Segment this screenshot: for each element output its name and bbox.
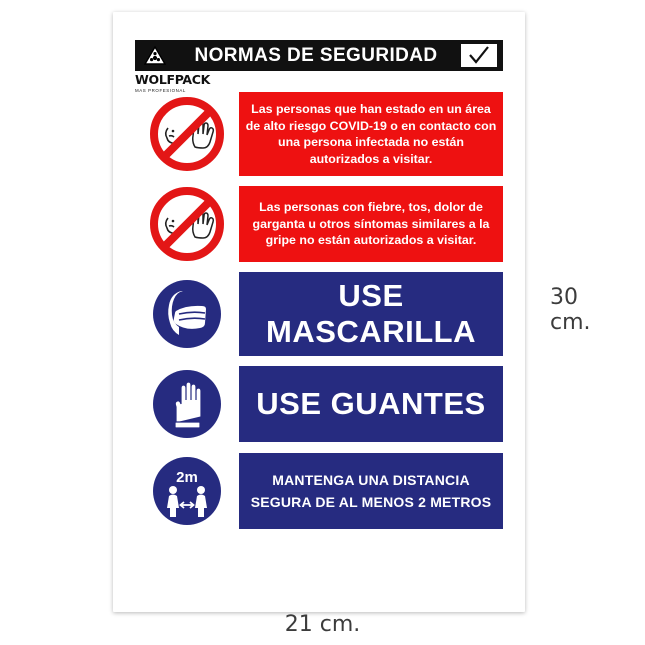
sign-content [135,40,503,585]
sign-header [135,40,503,71]
rule-text: Las personas con fiebre, tos, dolor de garganta u otros síntomas similares a la gripe no están autorizados a visitar. [252,200,490,248]
rule-panel [239,186,503,262]
svg-text:2m: 2m [176,469,198,486]
height-dimension-label [550,285,620,335]
rule-panel [239,453,503,529]
brand-name: WOLFPACK [135,72,211,87]
height-value: 30 [550,285,578,310]
biohazard-triangle-icon [135,40,175,71]
rule-row [135,92,503,176]
sign-sheet [113,12,525,612]
height-unit: cm. [550,310,591,335]
sign-title: NORMAS DE SEGURIDAD [194,44,438,66]
rule-panel [239,92,503,176]
rule-text: USE GUANTES [256,386,486,421]
no-contact-prohibition-icon [135,95,239,173]
face-mask-mandatory-icon [135,275,239,353]
no-symptoms-prohibition-icon [135,185,239,263]
brand-logo [135,72,255,93]
rule-row [135,452,503,530]
social-distance-2m-icon [135,452,239,530]
brand-tagline: MAS PROFESIONAL [135,88,186,93]
width-dimension-label: 21 cm. [284,612,361,637]
rule-panel [239,366,503,442]
rule-row [135,365,503,443]
rule-text: Las personas que han estado en un área de alto riesgo COVID-19 o en contacto con una persona infectada no están autorizados a visitar. [245,102,497,166]
rule-text: USE MASCARILLA [266,278,476,349]
sign-rows [135,92,503,539]
rule-row [135,272,503,356]
rule-panel [239,272,503,356]
rule-row [135,185,503,263]
checkmark-icon [461,44,497,67]
gloves-mandatory-icon [135,365,239,443]
rule-text: MANTENGA UNA DISTANCIA SEGURA DE AL MENOS 2 METROS [250,472,492,510]
